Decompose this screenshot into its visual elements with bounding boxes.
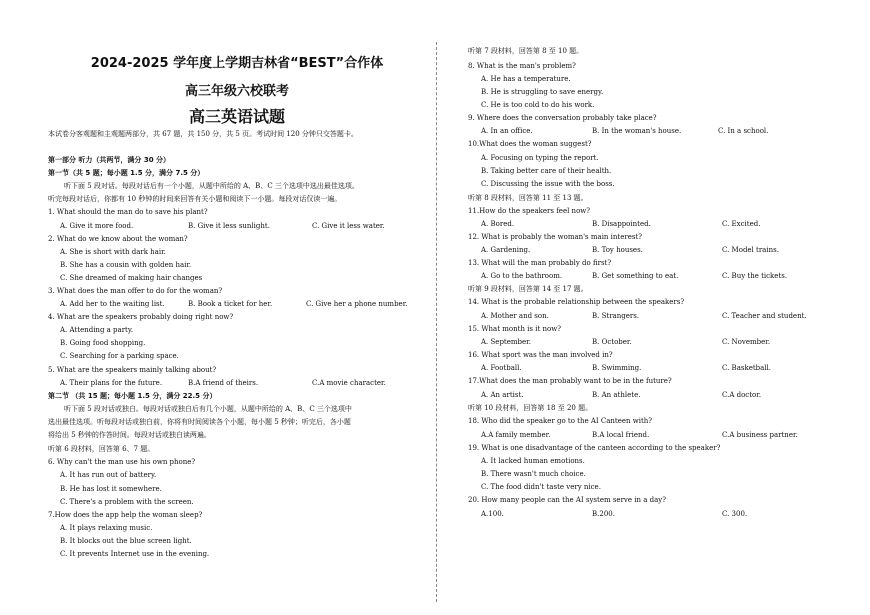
segment-7-heading: 听第 7 段材料，回答第 8 至 10 题。 <box>468 47 584 55</box>
q13-option-c[interactable]: C. Buy the tickets. <box>722 272 788 280</box>
q9-option-a[interactable]: A. In an office. <box>481 127 533 135</box>
section2-heading: 第二节 （共 15 题；每小题 1.5 分，满分 22.5 分） <box>48 392 217 400</box>
q3-option-a[interactable]: A. Add her to the waiting list. <box>60 300 165 308</box>
q17-option-c[interactable]: C.A doctor. <box>722 391 762 399</box>
q7-option-a[interactable]: A. It plays relaxing music. <box>60 524 153 532</box>
q8-option-b[interactable]: B. He is struggling to save energy. <box>481 88 604 96</box>
q14-option-c[interactable]: C. Teacher and student. <box>722 312 807 320</box>
q18-option-c[interactable]: C.A business partner. <box>722 431 798 439</box>
section2-instructions-3: 将给出 5 秒钟的作答时间。每段对话或独白读两遍。 <box>48 431 211 439</box>
q2-option-a[interactable]: A. She is short with dark hair. <box>60 248 166 256</box>
q19-option-c[interactable]: C. The food didn't taste very nice. <box>481 483 601 491</box>
q11-option-c[interactable]: C. Excited. <box>722 220 761 228</box>
question-8: 8. What is the man's problem? <box>468 62 576 70</box>
q16-option-a[interactable]: A. Football. <box>481 364 522 372</box>
question-15: 15. What month is it now? <box>468 325 561 333</box>
q16-option-b[interactable]: B. Swimming. <box>592 364 642 372</box>
q13-option-b[interactable]: B. Get something to eat. <box>592 272 679 280</box>
question-2: 2. What do we know about the woman? <box>48 235 188 243</box>
column-divider <box>436 42 437 602</box>
q7-option-c[interactable]: C. It prevents Internet use in the evening. <box>60 550 210 558</box>
segment-8-heading: 听第 8 段材料，回答第 11 至 13 题。 <box>468 194 588 202</box>
q3-option-b[interactable]: B. Book a ticket for her. <box>188 300 273 308</box>
right-column <box>468 0 848 615</box>
q1-option-c[interactable]: C. Give it less water. <box>312 222 385 230</box>
section1-instructions-2: 听完每段对话后，你都有 10 秒钟的时间来回答有关小题和阅读下一小题。每段对话仅读一遍。 <box>48 195 342 203</box>
part1-heading: 第一部分 听力（共两节，满分 30 分） <box>48 156 171 164</box>
q17-option-a[interactable]: A. An artist. <box>481 391 524 399</box>
left-column <box>48 0 426 615</box>
question-13: 13. What will the man probably do first? <box>468 259 612 267</box>
q2-option-c[interactable]: C. She dreamed of making hair changes <box>60 274 203 282</box>
q1-option-b[interactable]: B. Give it less sunlight. <box>188 222 270 230</box>
q2-option-b[interactable]: B. She has a cousin with golden hair. <box>60 261 192 269</box>
section2-instructions-2: 选出最佳选项。听每段对话或独白前，你将有时间阅读各个小题，每小题 5 秒钟；听完后，各小题 <box>48 418 351 426</box>
q16-option-c[interactable]: C. Basketball. <box>722 364 772 372</box>
q4-option-a[interactable]: A. Attending a party. <box>60 326 134 334</box>
question-12: 12. What is probably the woman's main interest? <box>468 233 643 241</box>
q6-option-b[interactable]: B. He has lost it somewhere. <box>60 485 162 493</box>
q18-option-a[interactable]: A.A family member. <box>481 431 551 439</box>
question-16: 16. What sport was the man involved in? <box>468 351 613 359</box>
question-5: 5. What are the speakers mainly talking about? <box>48 366 217 374</box>
q19-option-b[interactable]: B. There wasn't much choice. <box>481 470 586 478</box>
q4-option-b[interactable]: B. Going food shopping. <box>60 339 146 347</box>
q13-option-a[interactable]: A. Go to the bathroom. <box>481 272 563 280</box>
q11-option-b[interactable]: B. Disappointed. <box>592 220 651 228</box>
q20-option-a[interactable]: A.100. <box>481 510 504 518</box>
q8-option-a[interactable]: A. He has a temperature. <box>481 75 571 83</box>
question-4: 4. What are the speakers probably doing right now? <box>48 313 234 321</box>
q19-option-a[interactable]: A. It lacked human emotions. <box>481 457 585 465</box>
question-14: 14. What is the probable relationship between the speakers? <box>468 298 685 306</box>
q9-option-b[interactable]: B. In the woman's house. <box>592 127 682 135</box>
q14-option-b[interactable]: B. Strangers. <box>592 312 640 320</box>
question-19: 19. What is one disadvantage of the canteen according to the speaker? <box>468 444 721 452</box>
q15-option-b[interactable]: B. October. <box>592 338 632 346</box>
exam-title-line1: 2024-2025 学年度上学期吉林省“BEST”合作体 <box>90 56 384 71</box>
question-3: 3. What does the man offer to do for the woman? <box>48 287 223 295</box>
q14-option-a[interactable]: A. Mother and son. <box>481 312 549 320</box>
segment-6-heading: 听第 6 段材料，回答第 6、7 题。 <box>48 445 155 453</box>
q11-option-a[interactable]: A. Bored. <box>481 220 515 228</box>
q6-option-c[interactable]: C. There's a problem with the screen. <box>60 498 194 506</box>
question-10: 10.What does the woman suggest? <box>468 140 592 148</box>
segment-9-heading: 听第 9 段材料，回答第 14 至 17 题。 <box>468 285 588 293</box>
section2-instructions: 听下面 5 段对话或独白。每段对话或独白后有几个小题，从题中所给的 A、B、C 三个选项中 <box>64 405 352 413</box>
question-11: 11.How do the speakers feel now? <box>468 207 591 215</box>
q10-option-c[interactable]: C. Discussing the issue with the boss. <box>481 180 615 188</box>
q18-option-b[interactable]: B.A local friend. <box>592 431 650 439</box>
question-9: 9. Where does the conversation probably take place? <box>468 114 657 122</box>
exam-title-line3: 高三英语试题 <box>188 107 285 126</box>
question-1: 1. What should the man do to save his plant? <box>48 208 208 216</box>
q5-option-a[interactable]: A. Their plans for the future. <box>60 379 163 387</box>
q15-option-c[interactable]: C. November. <box>722 338 771 346</box>
q10-option-a[interactable]: A. Focusing on typing the report. <box>481 154 599 162</box>
q10-option-b[interactable]: B. Taking better care of their health. <box>481 167 612 175</box>
question-7: 7.How does the app help the woman sleep? <box>48 511 203 519</box>
q12-option-c[interactable]: C. Model trains. <box>722 246 779 254</box>
q5-option-c[interactable]: C.A movie character. <box>312 379 386 387</box>
q9-option-c[interactable]: C. In a school. <box>718 127 769 135</box>
q3-option-c[interactable]: C. Give her a phone number. <box>306 300 408 308</box>
question-18: 18. Who did the speaker go to the AI Canteen with? <box>468 417 653 425</box>
q1-option-a[interactable]: A. Give it more food. <box>60 222 134 230</box>
q20-option-b[interactable]: B.200. <box>592 510 615 518</box>
q17-option-b[interactable]: B. An athlete. <box>592 391 641 399</box>
q12-option-b[interactable]: B. Toy houses. <box>592 246 643 254</box>
question-17: 17.What does the man probably want to be in the future? <box>468 377 672 385</box>
question-20: 20. How many people can the AI system serve in a day? <box>468 496 666 504</box>
exam-title-line2: 高三年级六校联考 <box>184 84 289 99</box>
q20-option-c[interactable]: C. 300. <box>722 510 748 518</box>
question-6: 6. Why can't the man use his own phone? <box>48 458 196 466</box>
section1-heading: 第一节（共 5 题；每小题 1.5 分，满分 7.5 分） <box>48 169 205 177</box>
q6-option-a[interactable]: A. It has run out of battery. <box>60 471 157 479</box>
segment-10-heading: 听第 10 段材料，回答第 18 至 20 题。 <box>468 404 593 412</box>
q4-option-c[interactable]: C. Searching for a parking space. <box>60 352 179 360</box>
q5-option-b[interactable]: B.A friend of theirs. <box>188 379 259 387</box>
section1-instructions: 听下面 5 段对话。每段对话后有一个小题，从题中所给的 A、B、C 三个选项中选出最佳选项。 <box>64 182 359 190</box>
exam-intro: 本试卷分客观题和主观题两部分，共 67 题，共 150 分，共 5 页。考试时间 120 分钟只交答题卡。 <box>48 130 358 138</box>
q7-option-b[interactable]: B. It blocks out the blue screen light. <box>60 537 192 545</box>
q12-option-a[interactable]: A. Gardening. <box>481 246 531 254</box>
q15-option-a[interactable]: A. September. <box>481 338 531 346</box>
q8-option-c[interactable]: C. He is too cold to do his work. <box>481 101 595 109</box>
